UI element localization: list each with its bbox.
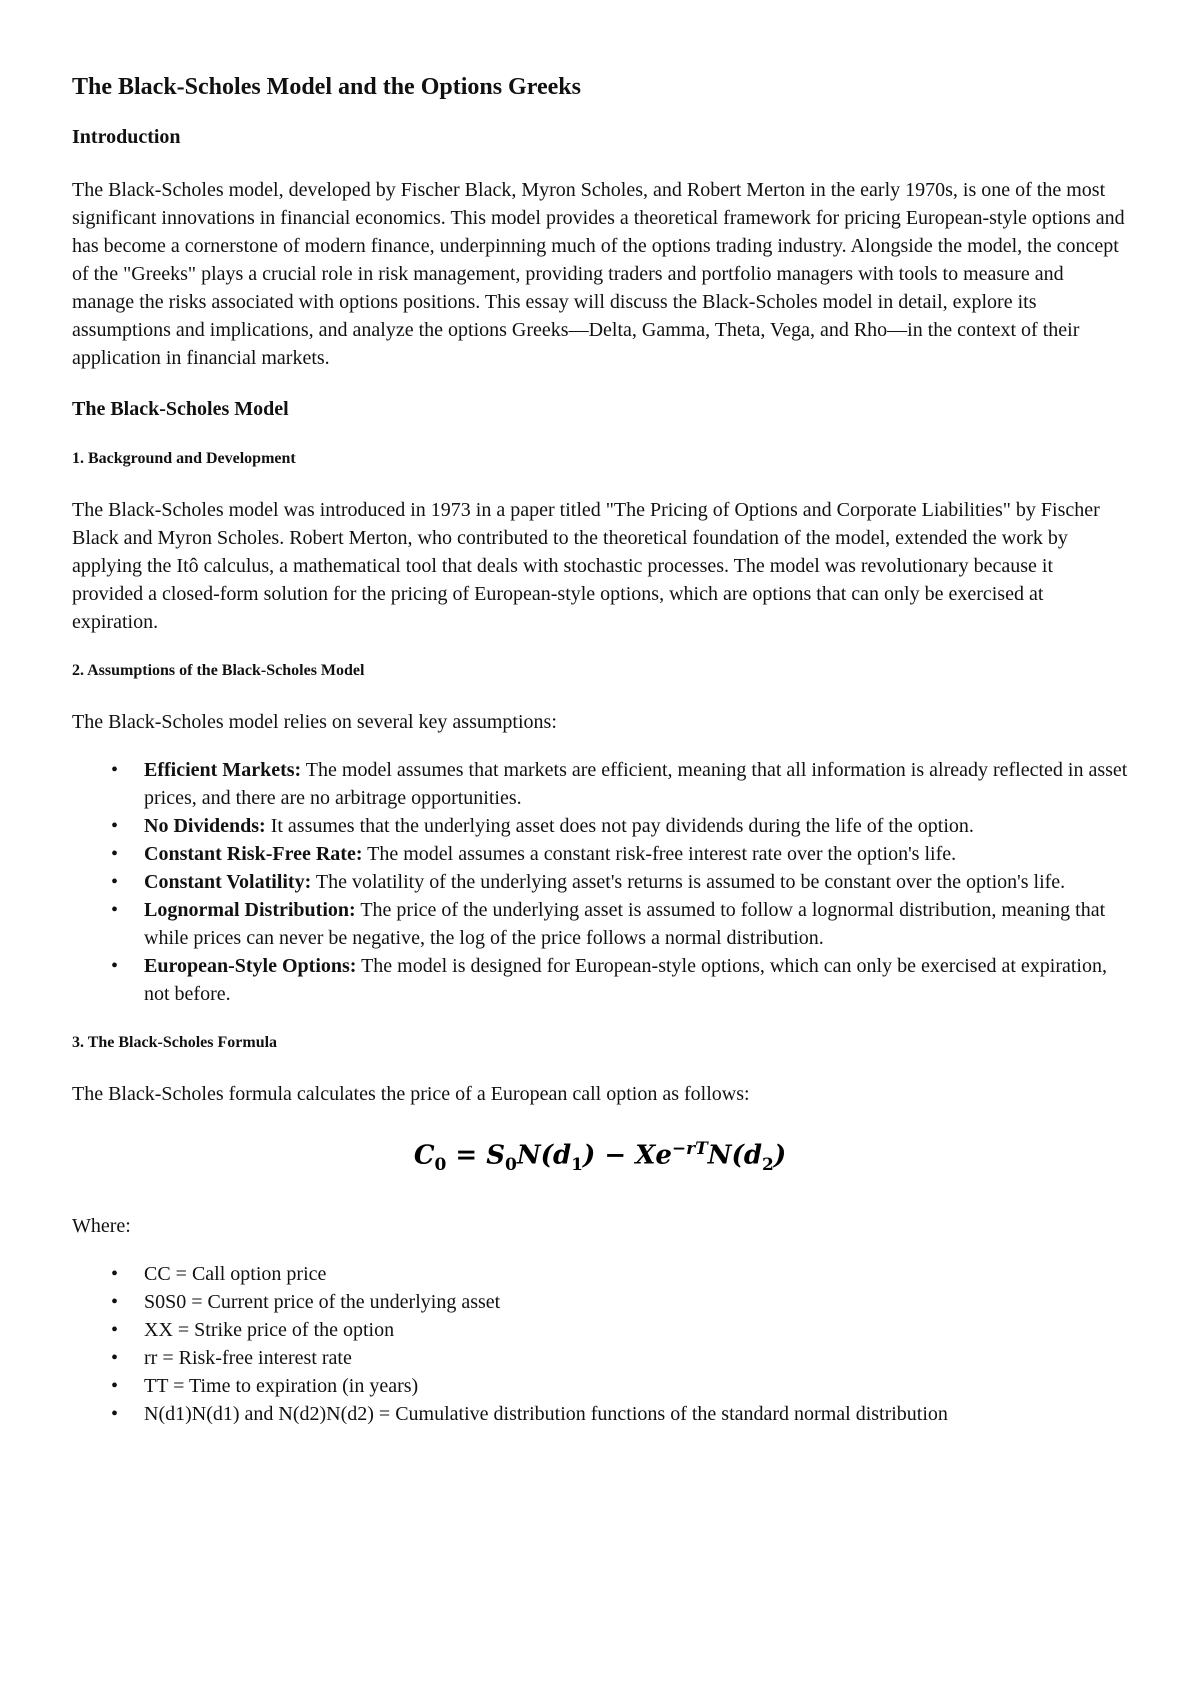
assumptions-intro: The Black-Scholes model relies on several key assumptions:	[72, 711, 557, 733]
black-scholes-formula: $C_0 = S_0N(d_1) - Xe^{-rT}N(d_2)$	[413, 1139, 787, 1175]
formula-heading: 3. The Black-Scholes Formula	[72, 1034, 278, 1051]
assumptions-heading: 2. Assumptions of the Black-Scholes Model	[72, 662, 365, 679]
assumption-text: The model is designed for European-style options, which can only be exercised at expiration, not before.	[144, 955, 1107, 1005]
list-item	[144, 952, 1128, 1008]
definitions-list	[72, 1260, 1128, 1428]
where-label: Where:	[72, 1214, 131, 1237]
list-item: • N(d1)N(d1) and N(d2)N(d2) = Cumulative distribution functions of the standard normal distribution	[144, 1400, 1128, 1428]
list-item: • TT = Time to expiration (in years)	[144, 1372, 1128, 1400]
assumption-term: Constant Volatility:	[144, 871, 312, 893]
list-item: • CC = Call option price	[144, 1260, 1128, 1288]
assumption-term: Efficient Markets:	[144, 759, 302, 781]
list-item	[144, 756, 1128, 812]
intro-heading: Introduction	[72, 126, 181, 148]
list-item: • rr = Risk-free interest rate	[144, 1344, 1128, 1372]
assumption-term: No Dividends:	[144, 815, 266, 837]
list-item	[144, 840, 1128, 868]
assumption-text: The volatility of the underlying asset's returns is assumed to be constant over the option's life.	[311, 871, 1066, 893]
assumption-text: The model assumes a constant risk-free interest rate over the option's life.	[362, 843, 957, 865]
list-item	[144, 868, 1128, 896]
list-item	[144, 896, 1128, 952]
model-heading: The Black-Scholes Model	[72, 398, 289, 420]
list-item	[144, 812, 1128, 840]
assumptions-list	[72, 756, 1128, 1008]
assumption-term: Constant Risk-Free Rate:	[144, 843, 363, 865]
intro-paragraph: The Black-Scholes model, developed by Fischer Black, Myron Scholes, and Robert Merton in the early 1970s, is one of the most significant innovations in financial economics. This model provides a theoretical framework for pricing European-style options and has become a cornerstone of modern finance, underpinning much of the options trading industry. Alongside the model, the concept of the "Greeks" plays a crucial role in risk management, providing traders and portfolio managers with tools to measure and manage the risks associated with options positions. This essay will discuss the Black-Scholes model in detail, explore its assumptions and implications, and analyze the options Greeks—Delta, Gamma, Theta, Vega, and Rho—in the context of their application in financial markets.	[72, 179, 1125, 369]
document-title: The Black-Scholes Model and the Options Greeks	[72, 74, 581, 100]
assumption-text: The model assumes that markets are efficient, meaning that all information is already reflected in asset prices, and there are no arbitrage opportunities.	[144, 759, 1128, 809]
list-item: • XX = Strike price of the option	[144, 1316, 1128, 1344]
background-heading: 1. Background and Development	[72, 450, 296, 467]
list-item: • S0S0 = Current price of the underlying asset	[144, 1288, 1128, 1316]
assumption-term: European-Style Options:	[144, 955, 357, 977]
assumption-text: It assumes that the underlying asset does not pay dividends during the life of the option.	[265, 815, 974, 837]
formula-intro: The Black-Scholes formula calculates the price of a European call option as follows:	[72, 1083, 750, 1105]
background-paragraph: The Black-Scholes model was introduced in 1973 in a paper titled "The Pricing of Options and Corporate Liabilities" by Fischer Black and Myron Scholes. Robert Merton, who contributed to the theoretical foundation of the model, extended the work by applying the Itô calculus, a mathematical tool that deals with stochastic processes. The model was revolutionary because it provided a closed-form solution for the pricing of European-style options, which are options that can only be exercised at expiration.	[72, 499, 1100, 633]
assumption-text: The price of the underlying asset is assumed to follow a lognormal distribution, meaning that while prices can never be negative, the log of the price follows a normal distribution.	[144, 899, 1106, 949]
assumption-term: Lognormal Distribution:	[144, 899, 356, 921]
